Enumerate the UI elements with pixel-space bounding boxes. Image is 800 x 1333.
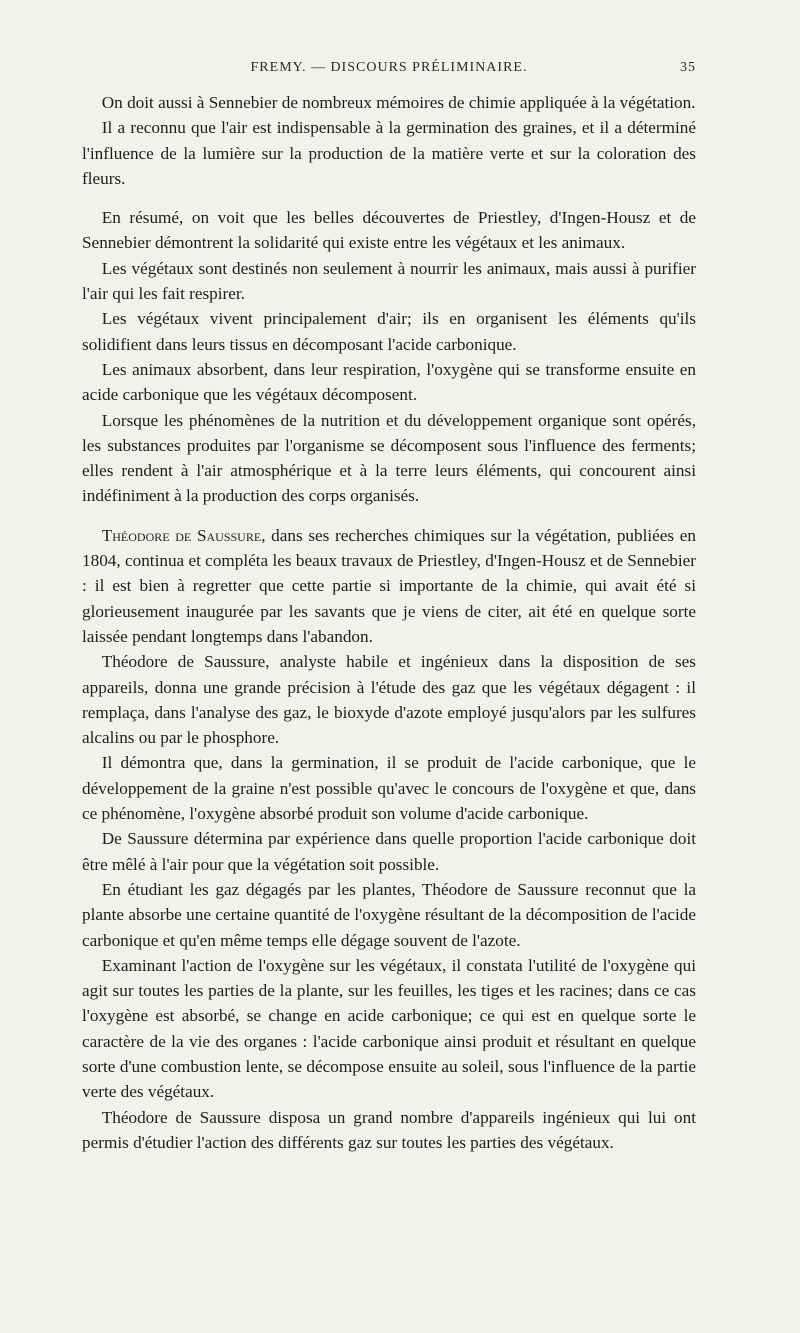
paragraph-text: , dans ses recherches chimiques sur la végétation, publiées en 1804, continua et compléta les beaux travaux de Priestley, d'Ingen-Housz et de Sennebier : il est bien à regretter que cette partie si importante de la chimie, qui avait été si glorieusement inaugurée par les savants que je viens de citer, ait été en quelque sorte laissée pendant longtemps dans l'abandon. — [82, 525, 696, 646]
paragraph: Les végétaux vivent principalement d'air; ils en organisent les éléments qu'ils solidifient dans leurs tissus en décomposant l'acide carbonique. — [82, 309, 696, 354]
paragraph: Il démontra que, dans la germination, il se produit de l'acide carbonique, que le développement de la graine n'est possible qu'avec le concours de l'oxygène et que, dans ce phénomène, l'oxygène absorbé produit son volume d'acide carbonique. — [82, 753, 696, 824]
paragraph: De Saussure détermina par expérience dans quelle proportion l'acide carbonique doit être mêlé à l'air pour que la végétation soit possible. — [82, 829, 696, 874]
paragraph: En étudiant les gaz dégagés par les plantes, Théodore de Saussure reconnut que la plante absorbe une certaine quantité de l'oxygène résultant de la décomposition de l'acide carbonique et qu'en même temps elle dégage souvent de l'azote. — [82, 879, 696, 950]
paragraph: Les végétaux sont destinés non seulement à nourrir les animaux, mais aussi à purifier l'air qui les fait respirer. — [82, 258, 696, 304]
paragraph: Examinant l'action de l'oxygène sur les végétaux, il constata l'utilité de l'oxygène qui agit sur toutes les parties de la plante, sur les feuilles, les tiges et les racines; dans ce cas l'oxygène est absorbé, se change en acide carbonique; ce qui est en quelque sorte le caractère de la vie des organes : l'acide carbonique ainsi produit et résultant en quelque sorte d'une combustion lente, se décompose ensuite au soleil, sous l'influence de la partie verte des végétaux. — [82, 955, 696, 1102]
paragraph — [82, 523, 696, 649]
running-header — [82, 56, 696, 82]
body-text — [82, 90, 696, 1155]
paragraph: On doit aussi à Sennebier de nombreux mémoires de chimie appliquée à la végétation. — [101, 93, 696, 112]
paragraph: En résumé, on voit que les belles découvertes de Priestley, d'Ingen-Housz et de Sennebier démontrent la solidarité qui existe entre les végétaux et les animaux. — [82, 208, 696, 253]
paragraph: Les animaux absorbent, dans leur respiration, l'oxygène qui se transforme ensuite en acide carbonique que les végétaux décomposent. — [82, 359, 696, 405]
running-title: FREMY. — DISCOURS PRÉLIMINAIRE. — [250, 60, 528, 75]
paragraph: Lorsque les phénomènes de la nutrition et du développement organique sont opérés, les substances produites par l'organisme se décomposent sous l'influence des ferments; elles rendent à l'air atmosphérique et à la terre leurs éléments, qui concourent ainsi indéfiniment à la production des corps organisés. — [82, 410, 696, 506]
page-number: 35 — [680, 60, 696, 75]
paragraph: Théodore de Saussure, analyste habile et ingénieux dans la disposition de ses appareils, donna une grande précision à l'étude des gaz que les végétaux dégagent : il remplaça, dans l'analyse des gaz, le bioxyde d'azote employé jusqu'alors par les sulfures alcalins ou par le phosphore. — [82, 652, 696, 748]
paragraph: Théodore de Saussure disposa un grand nombre d'appareils ingénieux qui lui ont permis d'étudier l'action des différents gaz sur toutes les parties des végétaux. — [82, 1107, 696, 1152]
person-name: Théodore de Saussure — [101, 525, 262, 545]
paragraph: Il a reconnu que l'air est indispensable à la germination des graines, et il a déterminé l'influence de la lumière sur la production de la matière verte et sur la coloration des fleurs. — [82, 118, 696, 188]
